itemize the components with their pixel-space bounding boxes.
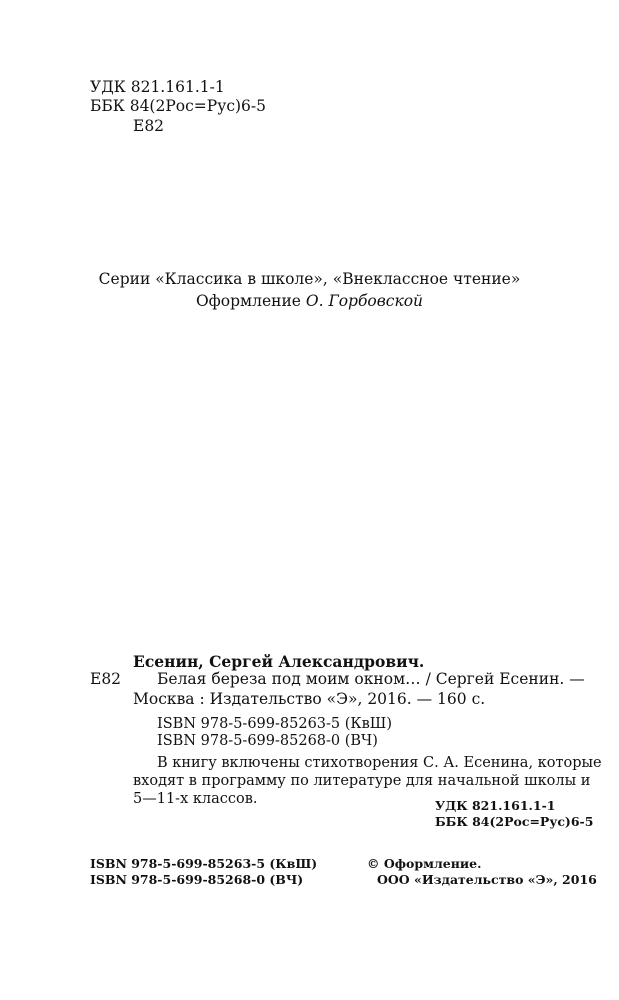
isbn-footer-2: ISBN 978-5-699-85268-0 (ВЧ): [90, 872, 304, 887]
annotation-line-2: входят в программу по литературе для начальной школы и: [133, 773, 591, 789]
isbn-footer-1: ISBN 978-5-699-85263-5 (КвШ): [90, 856, 318, 871]
annotation-line-3: 5—11-х классов.: [133, 791, 258, 807]
copyright-line-2: ООО «Издательство «Э», 2016: [377, 872, 597, 887]
design-prefix: Оформление: [195, 292, 306, 310]
series-line: Серии «Классика в школе», «Внеклассное чтение»: [98, 270, 521, 288]
designer-name: О. Горбовской: [305, 292, 424, 310]
copyright-line-1: © Оформление.: [367, 856, 482, 871]
udk-code-top: УДК 821.161.1-1: [90, 78, 225, 96]
title-line-2: Москва : Издательство «Э», 2016. — 160 с.: [133, 690, 486, 708]
annotation-line-1: В книгу включены стихотворения С. А. Есенина, которые: [157, 755, 602, 771]
bbk-code-card: ББК 84(2Рос=Рус)6-5: [435, 814, 594, 829]
isbn-card-2: ISBN 978-5-699-85268-0 (ВЧ): [157, 733, 378, 749]
isbn-card-1: ISBN 978-5-699-85263-5 (КвШ): [157, 716, 392, 732]
bbk-code-top: ББК 84(2Рос=Рус)6-5: [90, 97, 267, 115]
author-sign-top: Е82: [133, 117, 165, 135]
design-credit: [0, 292, 619, 311]
author-heading: Есенин, Сергей Александрович.: [133, 652, 425, 671]
title-line-1: Белая береза под моим окном… / Сергей Есенин. —: [157, 670, 585, 688]
author-sign-card: Е82: [90, 670, 122, 688]
udk-code-card: УДК 821.161.1-1: [435, 798, 556, 813]
